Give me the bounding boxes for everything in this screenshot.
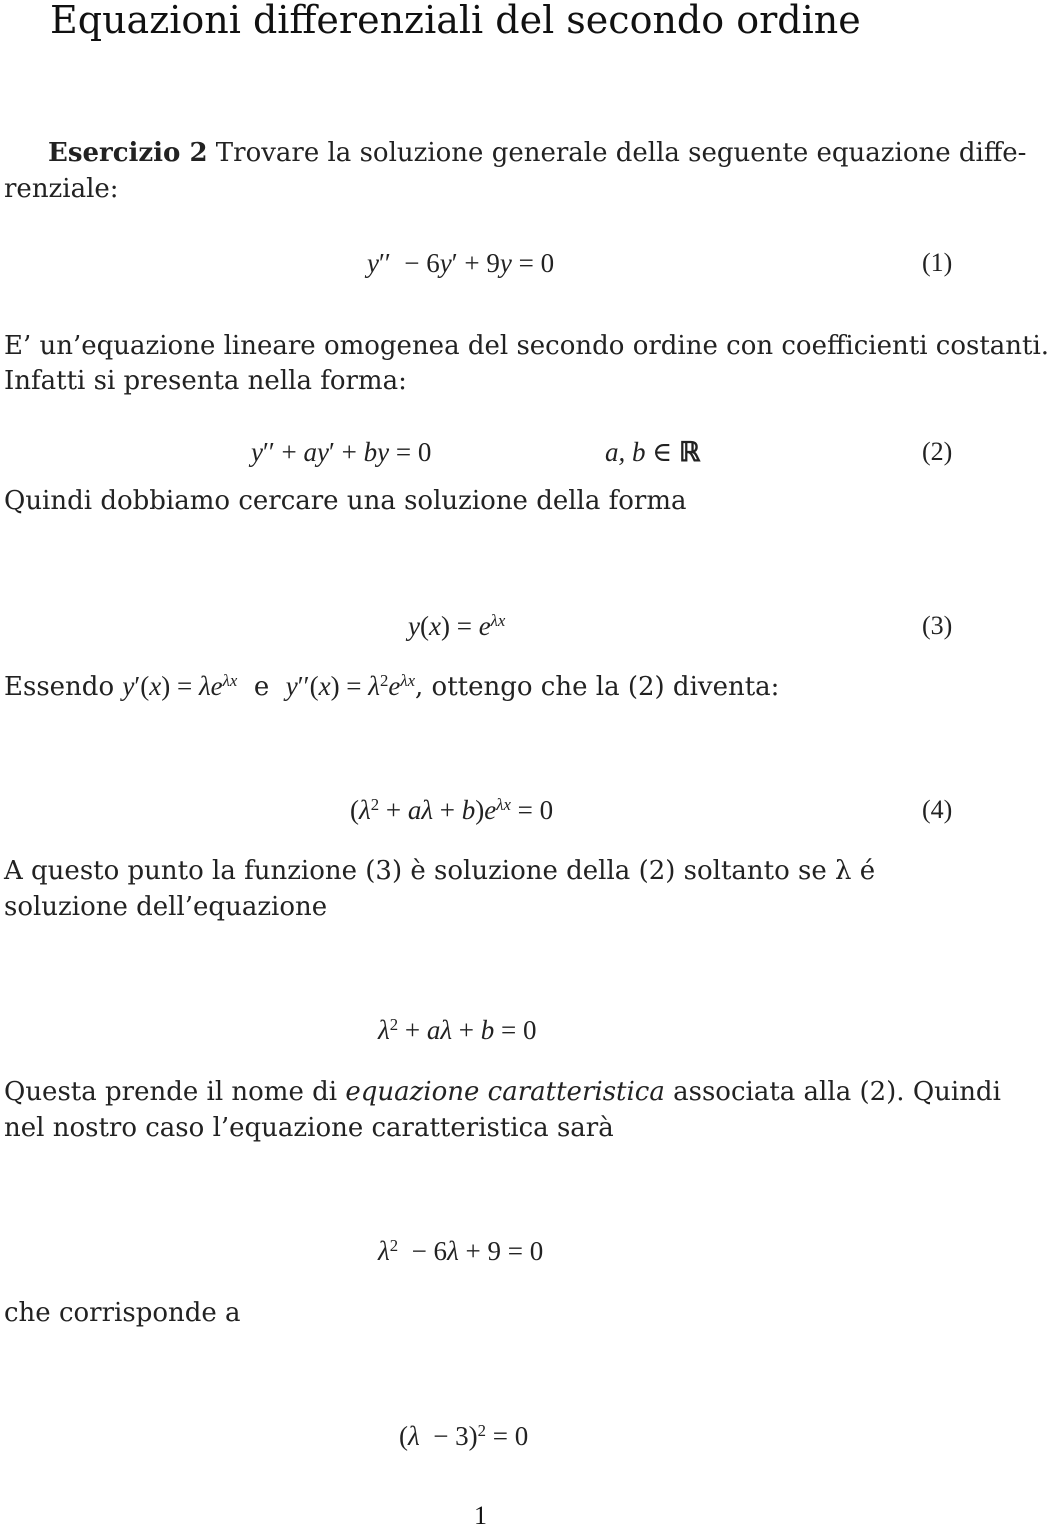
characteristic-equation-specific: $\lambda^2 - 6\lambda + 9 = 0$	[378, 1235, 544, 1266]
paragraph-3: Essendo $y'(x) = \lambda e^{\lambda x}$ e $y''(x) = \lambda^2e^{\lambda x}$, ottengo che la (2) diventa:	[4, 670, 780, 702]
paragraph-5-emphasis: equazione caratteristica	[345, 1077, 665, 1107]
exercise-line-2: renziale:	[4, 174, 119, 204]
page-title: Equazioni differenziali del secondo ordine	[50, 0, 861, 42]
equation-2: y′′ + ay′ + by = 0	[251, 437, 432, 467]
paragraph-4-line-2: soluzione dell’equazione	[4, 892, 328, 922]
equation-4: $(\lambda^2 + a\lambda + b)e^{\lambda x} = 0$	[350, 794, 554, 825]
paragraph-5-text-a: Questa prende il nome di	[4, 1077, 338, 1107]
paragraph-5-line-1	[4, 1077, 1001, 1107]
paragraph-6: che corrisponde a	[4, 1298, 241, 1328]
exercise-text: Trovare la soluzione generale della seguente equazione diffe-	[215, 138, 1027, 168]
page-number: 1	[474, 1501, 487, 1530]
equation-1: y′′ − 6y′ + 9y = 0	[367, 248, 555, 278]
paragraph-5-text-b: associata alla (2). Quindi	[673, 1077, 1001, 1107]
paragraph-4-line-1: A questo punto la funzione (3) è soluzione della (2) soltanto se λ é	[4, 856, 876, 886]
exercise-label: Esercizio 2	[48, 138, 208, 168]
paragraph-2: Quindi dobbiamo cercare una soluzione della forma	[4, 486, 687, 516]
paragraph-5-line-2: nel nostro caso l’equazione caratteristica sarà	[4, 1113, 614, 1143]
exercise-line-1	[48, 138, 1026, 168]
factored-equation: $(\lambda - 3)^2 = 0$	[399, 1420, 529, 1451]
equation-4-number: (4)	[922, 795, 953, 824]
equation-3-number: (3)	[922, 611, 953, 640]
equation-2-number: (2)	[922, 437, 953, 466]
equation-1-number: (1)	[922, 248, 953, 277]
equation-3: $y(x) = e^{\lambda x}$	[408, 610, 506, 641]
paragraph-1-line-1: E’ un’equazione lineare omogenea del secondo ordine con coefficienti costanti.	[4, 331, 1049, 361]
characteristic-equation-general: $\lambda^2 + a\lambda + b = 0$	[378, 1014, 537, 1045]
paragraph-1-line-2: Infatti si presenta nella forma:	[4, 366, 407, 396]
equation-2-condition: a, b ∈ ℝ	[605, 437, 701, 467]
